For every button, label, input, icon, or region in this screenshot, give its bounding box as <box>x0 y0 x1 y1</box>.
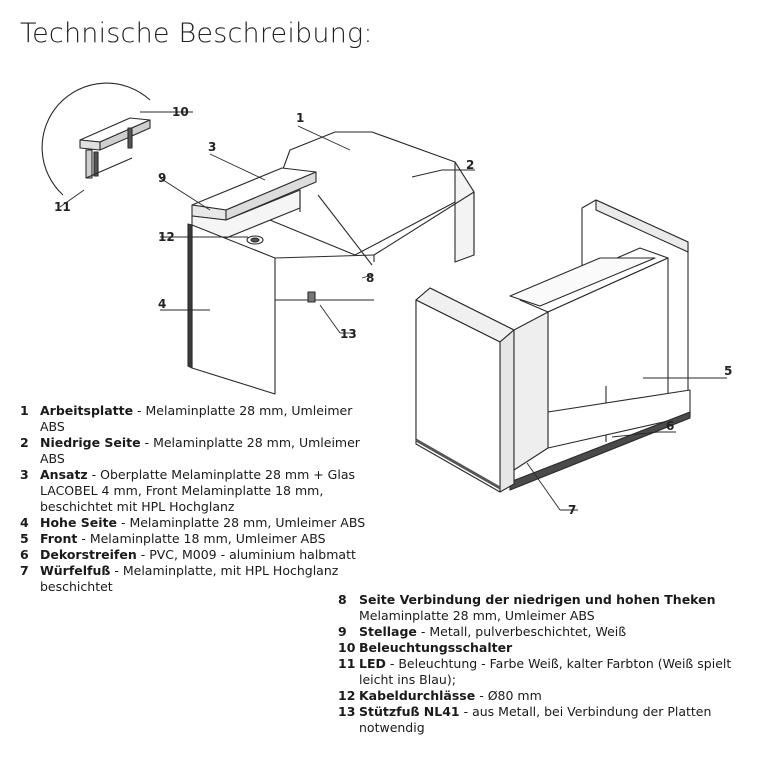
legend-text <box>40 563 380 595</box>
legend-item <box>20 563 380 595</box>
legend-number: 6 <box>20 547 29 562</box>
legend-part-description: - PVC, M009 - aluminium halbmatt <box>136 547 356 562</box>
legend-number: 8 <box>338 592 347 607</box>
legend-part-name: Seite Verbindung der niedrigen und hohen Theken <box>359 592 716 607</box>
legend-part-name: Front <box>40 531 78 546</box>
legend-item <box>338 640 738 656</box>
legend-number: 7 <box>20 563 29 578</box>
legend-number: 2 <box>20 435 29 450</box>
legend-part-name: Niedrige Seite <box>40 435 141 450</box>
legend-text <box>359 688 738 704</box>
legend-number: 10 <box>338 640 356 655</box>
legend-text <box>40 467 380 515</box>
legend-text <box>40 547 380 563</box>
callout-10: 10 <box>172 105 189 119</box>
legend-number: 11 <box>338 656 356 671</box>
legend-part-description: - Melaminplatte 18 mm, Umleimer ABS <box>77 531 326 546</box>
legend-part-name: Stellage <box>359 624 417 639</box>
legend-text <box>359 704 738 736</box>
legend-number: 4 <box>20 515 29 530</box>
legend-part-description: - aus Metall, bei Verbindung der Platten notwendig <box>359 704 712 735</box>
legend-part-description: - Oberplatte Melaminplatte 28 mm + Glas LACOBEL 4 mm, Front Melaminplatte 18 mm, beschichtet mit HPL Hochglanz <box>40 467 355 514</box>
callout-13: 13 <box>340 327 357 341</box>
legend-part-name: Kabeldurchlässe <box>359 688 476 703</box>
callout-4: 4 <box>158 297 167 311</box>
callout-5: 5 <box>724 364 733 378</box>
high-side-edge <box>188 224 192 368</box>
legend-part-description: - Melaminplatte, mit HPL Hochglanz beschichtet <box>40 563 339 594</box>
legend-number: 9 <box>338 624 347 639</box>
callout-6: 6 <box>666 419 675 433</box>
legend-part-description: Melaminplatte 28 mm, Umleimer ABS <box>359 608 595 623</box>
legend-number: 12 <box>338 688 356 703</box>
legend-part-name: Stützfuß NL41 <box>359 704 460 719</box>
legend-part-description: - Melaminplatte 28 mm, Umleimer ABS <box>117 515 366 530</box>
legend-number: 5 <box>20 531 29 546</box>
legend-number: 1 <box>20 403 29 418</box>
legend-text <box>359 640 738 656</box>
legend-text <box>40 531 380 547</box>
legend-part-name: Beleuchtungsschalter <box>359 640 513 655</box>
legend-text <box>40 435 380 467</box>
callout-12: 12 <box>158 230 175 244</box>
callout-11: 11 <box>54 200 71 214</box>
cube-foot <box>500 330 514 492</box>
legend-item <box>20 467 380 515</box>
legend-part-name: Würfelfuß <box>40 563 111 578</box>
callout-2: 2 <box>466 158 475 172</box>
legend-part-description: - Ø80 mm <box>475 688 542 703</box>
legend-right <box>338 592 738 736</box>
legend-part-description: - Metall, pulverbeschichtet, Weiß <box>416 624 627 639</box>
legend-item <box>338 704 738 736</box>
legend-part-name: Dekorstreifen <box>40 547 137 562</box>
legend-part-description: - Melaminplatte 28 mm, Umleimer ABS <box>40 435 360 466</box>
legend-part-name: Arbeitsplatte <box>40 403 134 418</box>
low-side <box>455 162 474 262</box>
legend-item <box>20 435 380 467</box>
legend-text <box>359 656 738 688</box>
legend-text <box>359 624 738 640</box>
detail-inset <box>42 83 150 195</box>
callout-7: 7 <box>568 503 577 517</box>
legend-text <box>359 592 738 624</box>
legend-item <box>20 531 380 547</box>
legend-item <box>338 656 738 688</box>
legend-number: 3 <box>20 467 29 482</box>
high-side <box>192 225 275 394</box>
legend-part-description: - Beleuchtung - Farbe Weiß, kalter Farbton (Weiß spielt leicht ins Blau); <box>359 656 732 687</box>
callout-9: 9 <box>158 171 167 185</box>
legend-part-name: LED <box>359 656 386 671</box>
callout-8: 8 <box>366 271 375 285</box>
legend-part-name: Hohe Seite <box>40 515 117 530</box>
callout-1: 1 <box>296 111 305 125</box>
legend-item <box>20 547 380 563</box>
legend-item <box>338 688 738 704</box>
legend-item <box>20 403 380 435</box>
legend-number: 13 <box>338 704 356 719</box>
legend-left <box>20 403 380 595</box>
legend-text <box>40 515 380 531</box>
legend-part-name: Ansatz <box>40 467 88 482</box>
support-foot <box>308 292 315 302</box>
legend-text <box>40 403 380 435</box>
page-title: Technische Beschreibung: <box>20 18 373 49</box>
legend-item <box>338 592 738 624</box>
legend-item <box>338 624 738 640</box>
callout-3: 3 <box>208 140 217 154</box>
legend-part-description: - Melaminplatte 28 mm, Umleimer ABS <box>40 403 353 434</box>
legend-item <box>20 515 380 531</box>
